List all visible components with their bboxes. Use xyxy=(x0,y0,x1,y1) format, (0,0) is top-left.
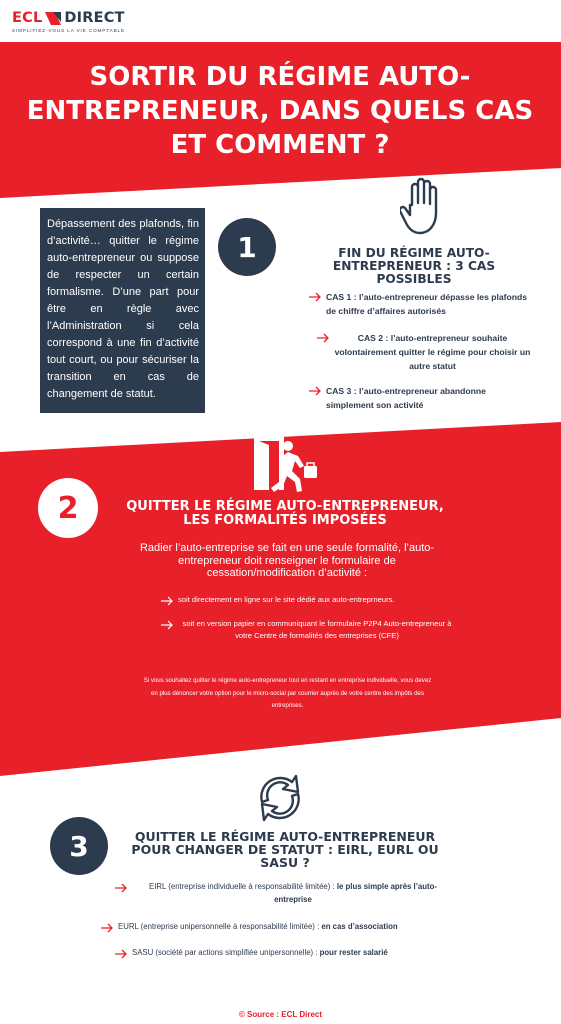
section3-heading: QUITTER LE RÉGIME AUTO-ENTREPRENEUR POUR CHANGER DE STATUT : EIRL, EURL OU SASU ? xyxy=(131,829,439,870)
case-2-text: CAS 2 : l’auto-entrepreneur souhaite volontairement quitter le régime pour choisir un autre statut xyxy=(334,333,531,371)
step-number-3: 3 xyxy=(50,817,108,875)
arrow-right-icon xyxy=(308,386,322,396)
logo-mark-icon xyxy=(45,12,61,25)
cycle-arrows-icon xyxy=(250,768,310,828)
exit-door-icon xyxy=(250,432,320,492)
form-eurl-highlight: en cas d’association xyxy=(321,922,398,931)
option-1-text: soit directement en ligne sur le site dédié aux auto-entreprneurs. xyxy=(178,595,395,604)
page-title: SORTIR DU RÉGIME AUTO-ENTREPRENEUR, DANS QUELS CAS ET COMMENT ? xyxy=(26,62,534,160)
case-3-text: CAS 3 : l’auto-entrepreneur abandonne simplement son activité xyxy=(326,386,486,410)
raised-hand-icon xyxy=(400,177,444,237)
option-2-text: soit en version papier en communiquant le formulaire P2P4 Auto-entrepreneur à votre Centre de formalités des entreprises (CFE) xyxy=(182,619,452,640)
logo-tagline: SIMPLIFIEZ-VOUS LA VIE COMPTABLE xyxy=(12,28,125,33)
brand-logo xyxy=(12,10,152,40)
section2-paragraph: Radier l’auto-entreprise se fait en une seule formalité, l’auto-entrepreneur doit renseigner le formulaire de cessation/modification d’activité : xyxy=(139,542,435,579)
arrow-right-icon xyxy=(114,883,128,893)
list-item xyxy=(114,881,454,906)
source-credit: © Source : ECL Direct xyxy=(238,1010,323,1019)
arrow-right-icon xyxy=(160,620,174,630)
list-item xyxy=(160,594,420,606)
section2-note: Si vous souhaitez quitter le régime auto-entrepreneur tout en restant en entreprise individuelle, vous devez en plus dénoncer votre option pour le micro-social par courrier auprès de votre centre des impôts des entreprises. xyxy=(143,677,432,709)
list-item xyxy=(160,618,460,641)
arrow-right-icon xyxy=(316,333,330,343)
list-item xyxy=(100,921,470,934)
case-1-text: CAS 1 : l’auto-entrepreneur dépasse les plafonds de chiffre d’affaires autorisés xyxy=(326,292,528,316)
form-eirl-label: EIRL (entreprise individuelle à responsabilité limitée) : xyxy=(149,882,337,891)
arrow-right-icon xyxy=(308,292,322,302)
section1-heading: FIN DU RÉGIME AUTO-ENTREPRENEUR : 3 CAS POSSIBLES xyxy=(332,246,496,286)
arrow-right-icon xyxy=(100,923,114,933)
section2-heading: QUITTER LE RÉGIME AUTO-ENTREPRENEUR, LES FORMALITÉS IMPOSÉES xyxy=(126,499,444,528)
list-item xyxy=(316,331,531,373)
logo-text-ecl: ECL xyxy=(12,10,43,26)
arrow-right-icon xyxy=(114,949,128,959)
step-number-2: 2 xyxy=(38,478,98,538)
form-sasu-highlight: pour rester salarié xyxy=(319,948,388,957)
step-number-1: 1 xyxy=(218,218,276,276)
list-item xyxy=(308,384,533,412)
logo-text-direct: DIRECT xyxy=(64,10,125,26)
arrow-right-icon xyxy=(160,596,174,606)
list-item xyxy=(308,290,533,318)
intro-box: Dépassement des plafonds, fin d’activité… quitter le régime auto-entrepreneur ou suppose de respecter un certain formalisme. D’une part pour être en règle avec l’Administration si cela correspond à une fin d’activité tout court, ou pour sécuriser la transition en cas de changement de statut. xyxy=(40,208,205,413)
form-eirl-highlight: le plus simple après l’auto-entreprise xyxy=(274,882,437,904)
form-sasu-label: SASU (société par actions simplifiée unipersonnelle) : xyxy=(132,948,320,957)
list-item xyxy=(114,947,454,960)
form-eurl-label: EURL (entreprise unipersonnelle à responsabilité limitée) : xyxy=(118,922,322,931)
